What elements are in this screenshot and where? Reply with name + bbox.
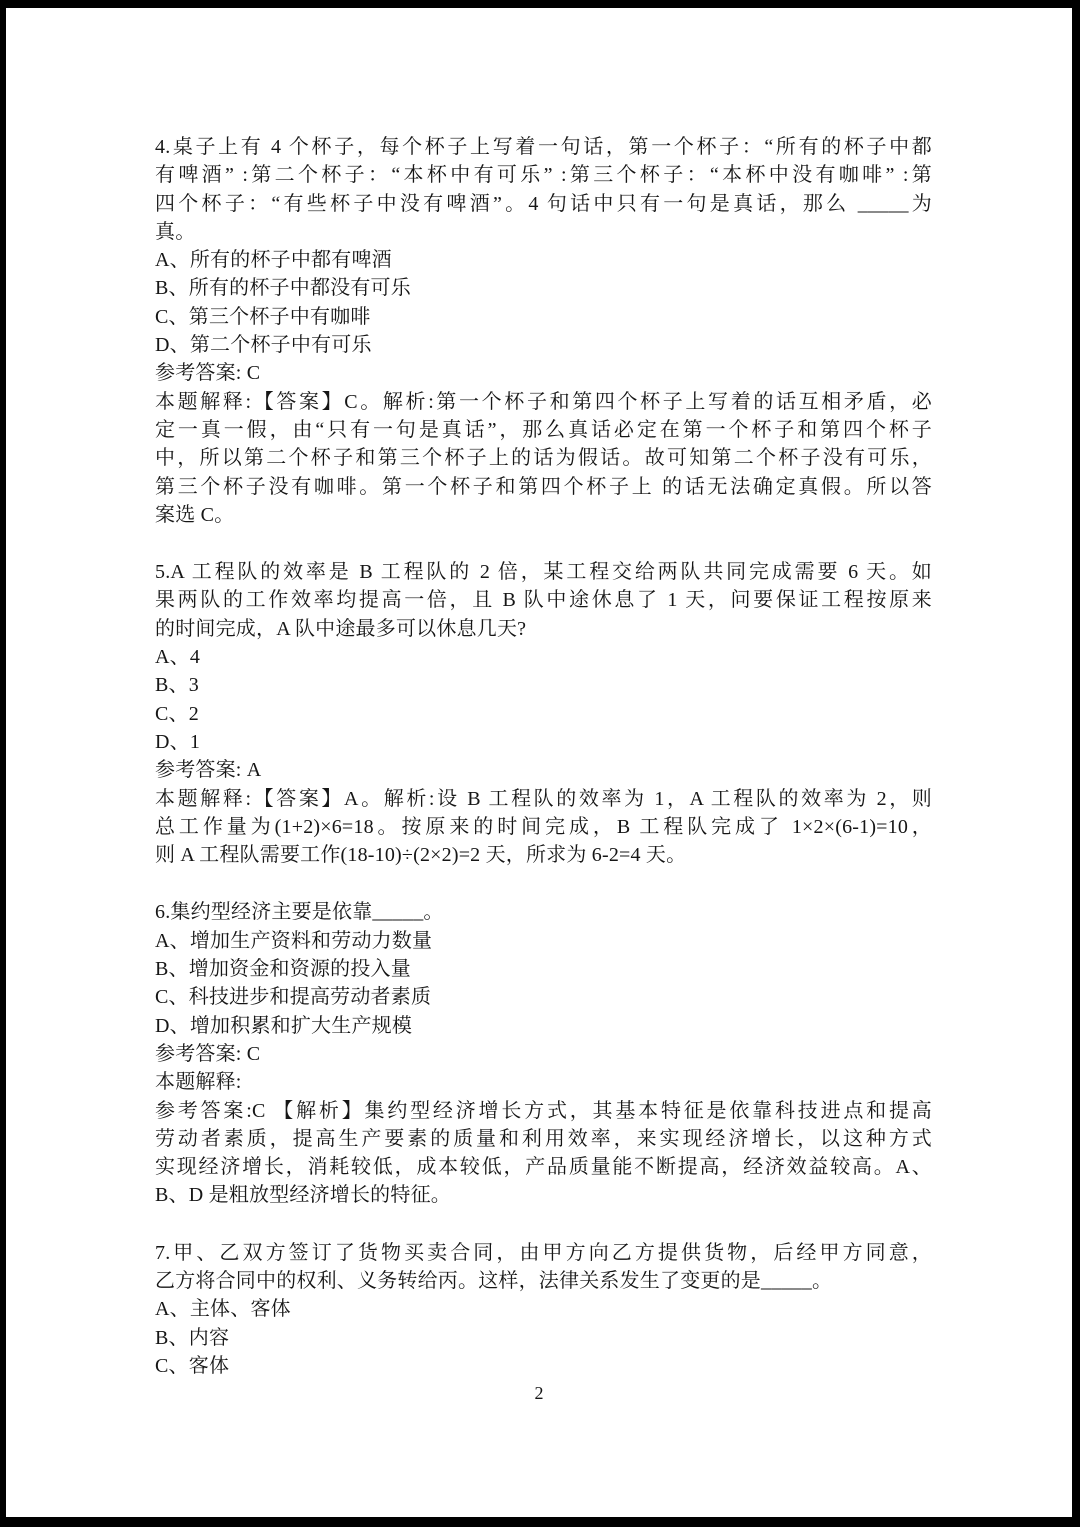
answer-option — [155, 303, 932, 331]
questions-root — [155, 133, 932, 1380]
text-line: 中，所以第二个杯子和第三个杯子上的话为假话。故可知第二个杯子没有可乐， — [155, 447, 932, 470]
text-line: B、内容 — [155, 1326, 230, 1349]
reference-answer — [155, 1040, 932, 1068]
text-line: 有啤酒” :第二个杯子：“本杯中有可乐” :第三个杯子：“本杯中没有咖啡” :第 — [155, 164, 932, 187]
text-line: 4.桌子上有 4 个杯子，每个杯子上写着一句话，第一个杯子：“所有的杯子中都 — [155, 136, 932, 158]
answer-explanation — [155, 785, 932, 870]
text-line: 参考答案:C 【解析】集约型经济增长方式，其基本特征是依靠科技进点和提高 — [155, 1099, 932, 1122]
text-line: 乙方将合同中的权利、义务转给丙。这样，法律关系发生了变更的是_____。 — [155, 1269, 833, 1292]
text-line: C、客体 — [155, 1354, 230, 1377]
text-line: B、3 — [155, 674, 199, 697]
reference-answer — [155, 756, 932, 784]
answer-explanation — [155, 1097, 932, 1210]
text-line: C、科技进步和提高劳动者素质 — [155, 986, 432, 1009]
text-line: C、第三个杯子中有咖啡 — [155, 305, 371, 328]
answer-option — [155, 274, 932, 302]
text-line: 劳动者素质，提高生产要素的质量和利用效率，来实现经济增长，以这种方式 — [155, 1127, 932, 1150]
text-line: 6.集约型经济主要是依靠_____。 — [155, 901, 444, 924]
explanation-label — [155, 1068, 932, 1096]
text-line: 参考答案: C — [155, 362, 261, 385]
text-line: 的时间完成，A 队中途最多可以休息几天? — [155, 617, 527, 640]
answer-option — [155, 1295, 932, 1323]
text-line: A、4 — [155, 646, 201, 669]
answer-option — [155, 1324, 932, 1352]
answer-option — [155, 246, 932, 274]
answer-option — [155, 983, 932, 1011]
answer-option — [155, 1352, 932, 1380]
text-line: 则 A 工程队需要工作(18-10)÷(2×2)=2 天，所求为 6-2=4 天。 — [155, 844, 687, 867]
question-4 — [155, 133, 932, 529]
text-line: A、增加生产资料和劳动力数量 — [155, 929, 433, 952]
text-line: 本题解释:【答案】A。解析:设 B 工程队的效率为 1，A 工程队的效率为 2，则 — [155, 787, 932, 810]
text-line: 总工作量为(1+2)×6=18。按原来的时间完成，B 工程队完成了 1×2×(6-1)=10， — [155, 815, 932, 838]
question-7 — [155, 1239, 932, 1380]
answer-option — [155, 671, 932, 699]
text-line: A、主体、客体 — [155, 1298, 291, 1321]
page-number: 2 — [534, 1383, 544, 1403]
text-line: 定一真一假，由“只有一句是真话”，那么真话必定在第一个杯子和第四个杯子 — [155, 418, 932, 441]
text-line: 四个杯子：“有些杯子中没有啤酒”。4 句话中只有一句是真话，那么 _____为 — [155, 192, 932, 215]
reference-answer — [155, 359, 932, 387]
answer-explanation — [155, 388, 932, 529]
text-line: 果两队的工作效率均提高一倍，且 B 队中途休息了 1 天，问要保证工程按原来 — [155, 589, 932, 612]
text-line: D、第二个杯子中有可乐 — [155, 334, 372, 357]
question-stem — [155, 133, 932, 246]
question-6 — [155, 898, 932, 1209]
text-line: D、1 — [155, 730, 201, 753]
text-line: 7.甲、乙双方签订了货物买卖合同，由甲方向乙方提供货物，后经甲方同意， — [155, 1241, 932, 1264]
question-stem — [155, 898, 932, 926]
text-line: B、增加资金和资源的投入量 — [155, 958, 411, 981]
text-line: D、增加积累和扩大生产规模 — [155, 1014, 413, 1037]
text-line: 案选 C。 — [155, 503, 235, 526]
question-5 — [155, 558, 932, 869]
text-line: 实现经济增长，消耗较低，成本较低，产品质量能不断提高，经济效益较高。A、 — [155, 1156, 932, 1179]
answer-option — [155, 1012, 932, 1040]
text-line: 参考答案: A — [155, 759, 262, 782]
text-line: C、2 — [155, 702, 199, 725]
text-line: 第三个杯子没有咖啡。第一个杯子和第四个杯子上 的话无法确定真假。所以答 — [155, 475, 932, 498]
text-line: 真。 — [155, 220, 196, 243]
question-stem — [155, 558, 932, 643]
text-line: 参考答案: C — [155, 1042, 261, 1065]
text-line: B、D 是粗放型经济增长的特征。 — [155, 1184, 451, 1207]
answer-option — [155, 955, 932, 983]
answer-option — [155, 643, 932, 671]
text-line: 本题解释:【答案】C。解析:第一个杯子和第四个杯子上写着的话互相矛盾，必 — [155, 390, 932, 413]
question-stem — [155, 1239, 932, 1296]
answer-option — [155, 728, 932, 756]
text-line: 5.A 工程队的效率是 B 工程队的 2 倍，某工程交给两队共同完成需要 6 天。如 — [155, 561, 932, 584]
text-line: A、所有的杯子中都有啤酒 — [155, 249, 392, 272]
text-line: 本题解释: — [155, 1071, 242, 1094]
text-line: B、所有的杯子中都没有可乐 — [155, 277, 411, 300]
answer-option — [155, 927, 932, 955]
answer-option — [155, 331, 932, 359]
answer-option — [155, 700, 932, 728]
